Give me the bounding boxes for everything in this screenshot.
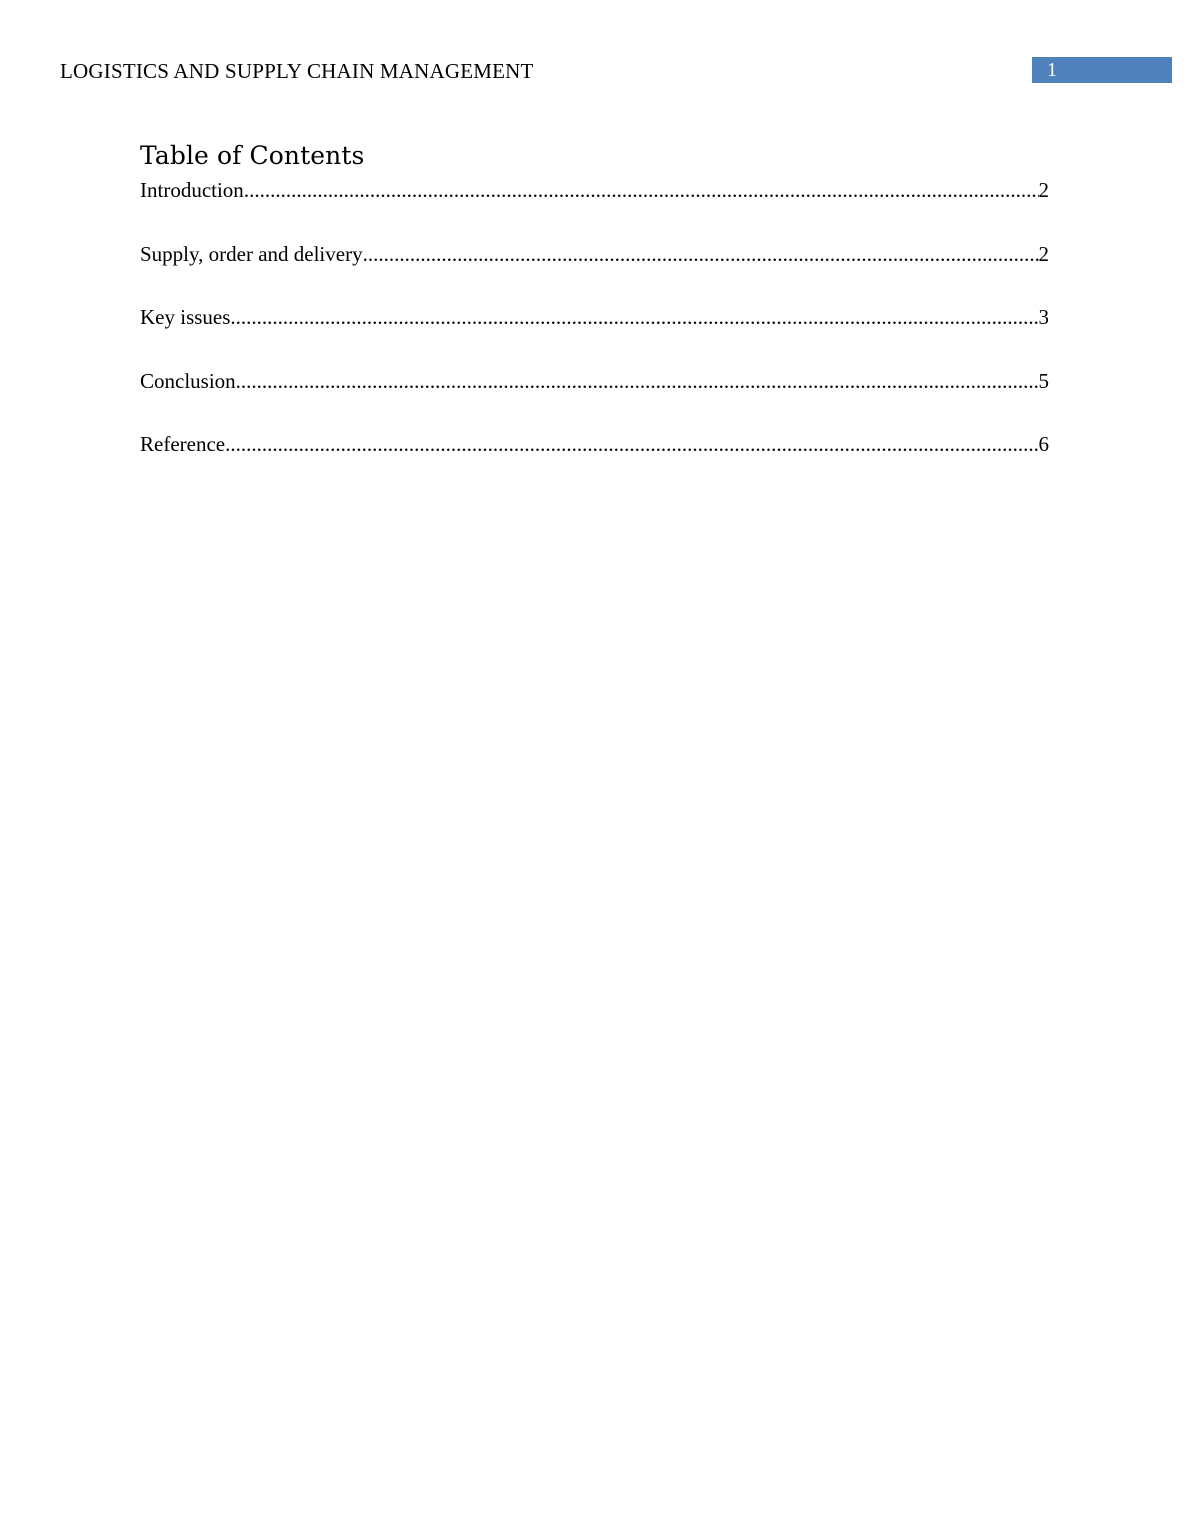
toc-entry-page: 6 [1038, 432, 1049, 456]
toc-list [140, 178, 1049, 456]
toc-entry-label: Introduction [140, 178, 244, 202]
page-number-badge: 1 [1032, 57, 1172, 83]
toc-entry-page: 2 [1038, 241, 1049, 266]
running-header-title: LOGISTICS AND SUPPLY CHAIN MANAGEMENT [60, 59, 534, 83]
toc-dot-leader [244, 178, 1039, 202]
toc-entry-page: 2 [1038, 178, 1049, 202]
toc-entry-reference[interactable] [140, 432, 1049, 456]
toc-entry-label: Conclusion [140, 368, 236, 393]
toc-entry-supply-order-delivery[interactable] [140, 242, 1049, 266]
table-of-contents [140, 140, 1049, 496]
toc-entry-introduction[interactable] [140, 178, 1049, 202]
toc-entry-label: Supply, order and delivery [140, 241, 363, 266]
toc-entry-label: Key issues [140, 305, 231, 329]
toc-dot-leader [236, 369, 1039, 393]
toc-entry-label: Reference [140, 432, 226, 456]
toc-entry-conclusion[interactable] [140, 369, 1049, 393]
toc-dot-leader [363, 242, 1039, 266]
toc-dot-leader [225, 432, 1038, 456]
toc-heading: Table of Contents [140, 141, 365, 170]
toc-entry-key-issues[interactable] [140, 305, 1049, 329]
toc-dot-leader [230, 305, 1038, 329]
toc-entry-page: 3 [1038, 305, 1049, 329]
toc-entry-page: 5 [1038, 368, 1049, 393]
